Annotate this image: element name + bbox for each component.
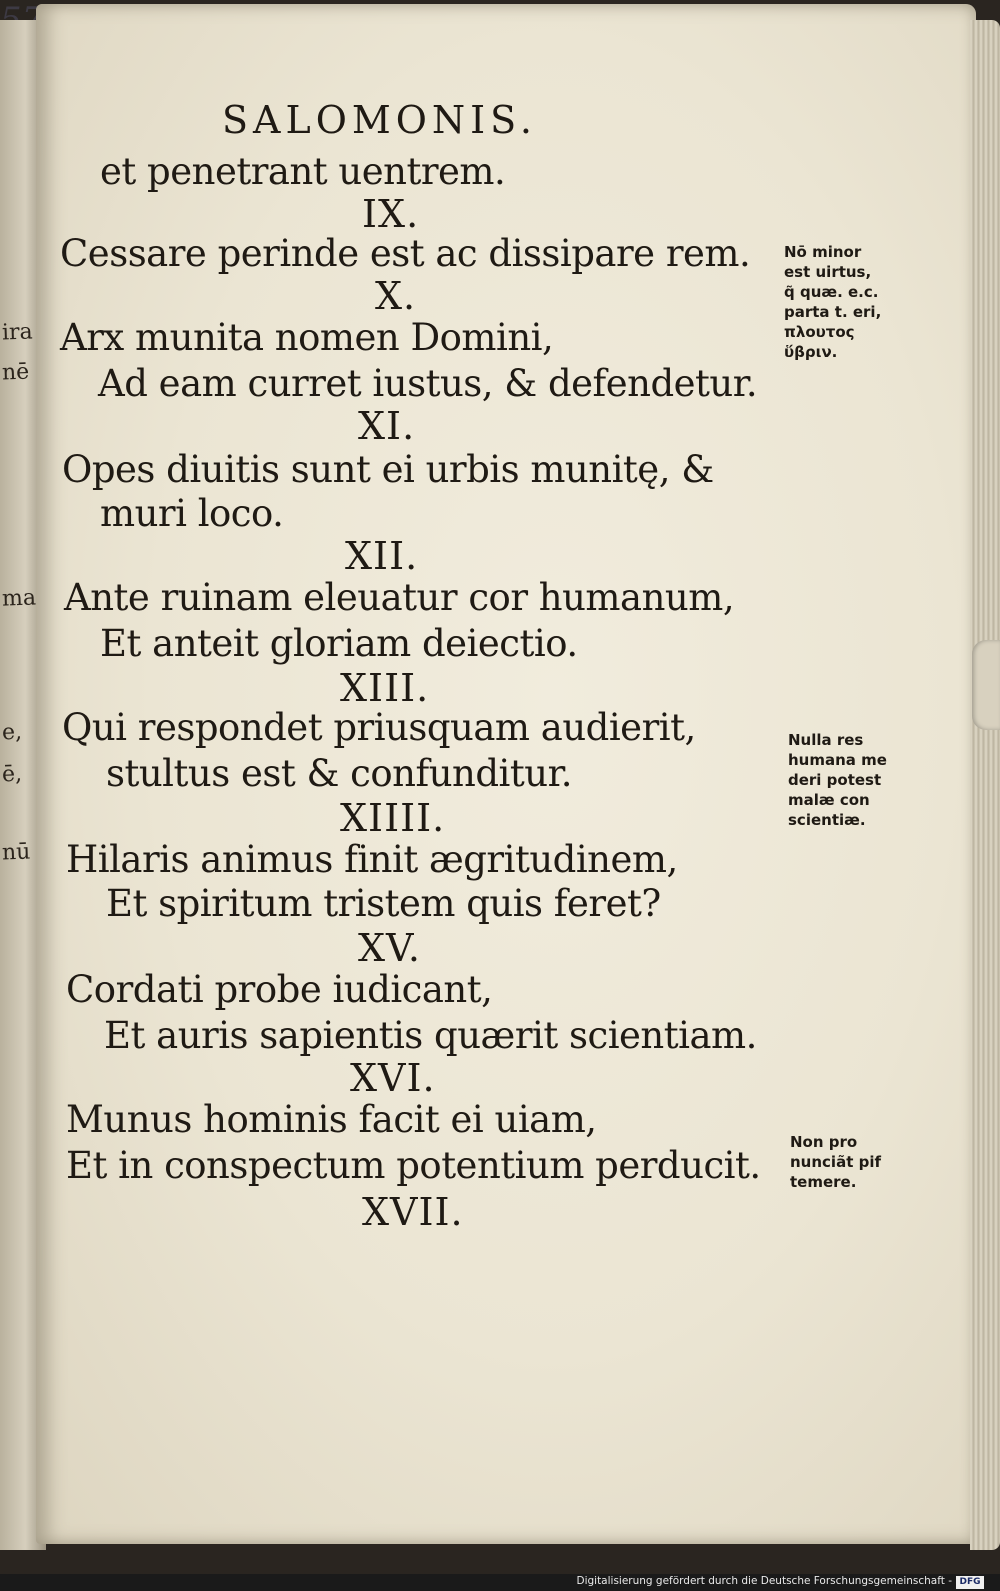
footer-credit: Digitalisierung gefördert durch die Deutsche Forschungsgemeinschaft - (576, 1575, 952, 1587)
text-line: Et auris sapientis quærit scientiam. (104, 1014, 757, 1057)
proverb-numeral: XIII. (340, 666, 430, 710)
proverb-numeral: X. (375, 274, 417, 318)
running-head: SALOMONIS. (222, 98, 537, 142)
marginal-note-line: nunciãt pif (790, 1153, 881, 1171)
facing-page-fragment: nē (1, 359, 30, 386)
page-edges (970, 20, 1000, 1550)
marginal-note (784, 242, 881, 362)
marginal-note (790, 1132, 881, 1192)
text-line: Ad eam curret iustus, & defendetur. (98, 362, 758, 405)
text-line: Arx munita nomen Domini, (60, 316, 554, 359)
proverb-numeral: XV. (358, 926, 421, 970)
text-line: Et spiritum tristem quis feret? (106, 882, 661, 925)
proverb-numeral: XIIII. (340, 796, 446, 840)
clasp (972, 640, 1000, 730)
text-line: Cessare perinde est ac dissipare rem. (60, 232, 751, 275)
text-line: Et anteit gloriam deiectio. (100, 622, 578, 665)
marginal-note-line: humana me (788, 751, 887, 769)
marginal-note-line: q̃ quæ. e.c. (784, 283, 879, 301)
marginal-note-line: ὕβριν. (784, 343, 838, 361)
text-line: Et in conspectum potentium perducit. (66, 1144, 761, 1187)
text-line: Ante ruinam eleuatur cor humanum, (64, 576, 735, 619)
facing-page-fragment: ma (1, 585, 37, 612)
facing-page-fragment: ira (1, 319, 34, 346)
marginal-note-line: Nō minor (784, 243, 862, 261)
text-line: Munus hominis facit ei uiam, (66, 1098, 597, 1141)
text-line: Hilaris animus finit ægritudinem, (66, 838, 678, 881)
marginal-note-line: scientiæ. (788, 811, 866, 829)
text-line: et penetrant uentrem. (100, 150, 506, 193)
facing-page-fragment: ē, (1, 761, 23, 788)
proverb-numeral: XVI. (350, 1056, 436, 1100)
proverb-numeral: XVII. (362, 1190, 464, 1234)
text-line: Opes diuitis sunt ei urbis munitę, & (62, 448, 714, 491)
marginal-note-line: temere. (790, 1173, 857, 1191)
text-line: muri loco. (100, 492, 284, 535)
marginal-note-line: malæ con (788, 791, 870, 809)
text-line: Cordati probe iudicant, (66, 968, 493, 1011)
marginal-note-line: πλουτος (784, 323, 855, 341)
facing-page-fragment: nū (1, 839, 31, 866)
marginal-note-line: Nulla res (788, 731, 864, 749)
marginal-note-line: parta t. eri, (784, 303, 882, 321)
proverb-numeral: IX. (362, 192, 420, 236)
marginal-note (788, 730, 887, 830)
facing-page-fragment: e, (1, 719, 23, 746)
marginal-note-line: deri potest (788, 771, 882, 789)
dfg-logo: DFG (956, 1576, 984, 1589)
text-line: Qui respondet priusquam audierit, (62, 706, 696, 749)
marginal-note-line: Non pro (790, 1133, 858, 1151)
proverb-numeral: XII. (345, 534, 419, 578)
text-line: stultus est & confunditur. (106, 752, 572, 795)
proverb-numeral: XI. (358, 404, 416, 448)
marginal-note-line: est uirtus, (784, 263, 872, 281)
